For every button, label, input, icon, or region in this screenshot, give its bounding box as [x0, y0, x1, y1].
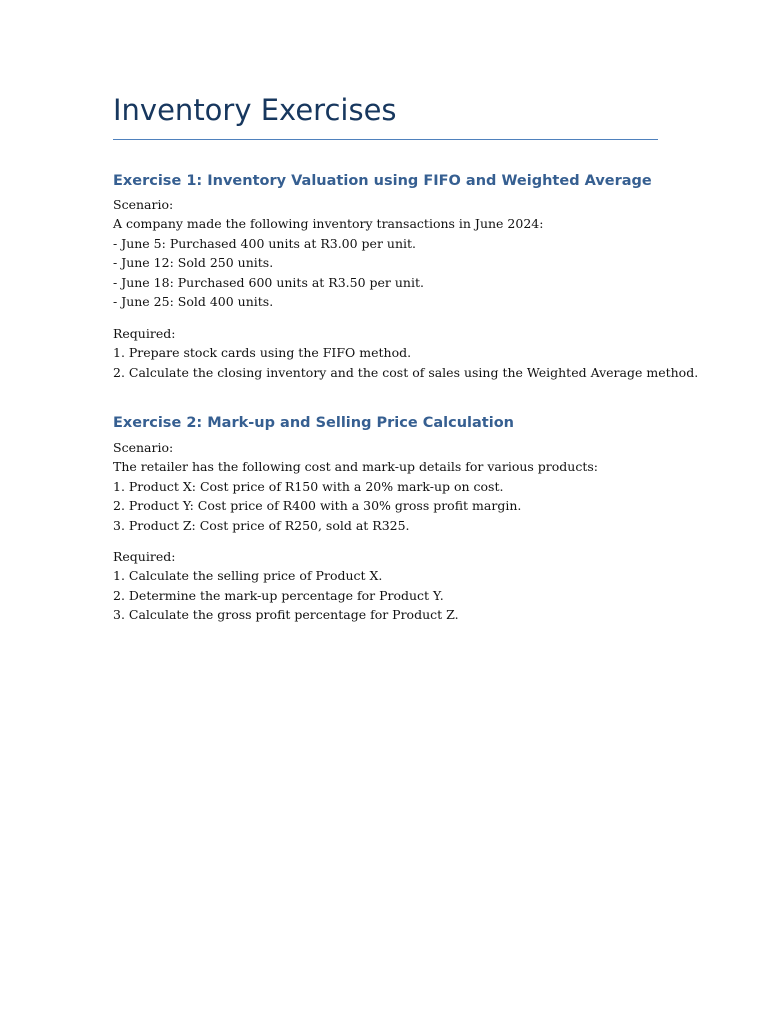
exercise-2-scenario-line: The retailer has the following cost and mark-up details for various products:	[113, 459, 598, 475]
document-title: Inventory Exercises	[113, 93, 397, 127]
exercise-2-required-line: 1. Calculate the selling price of Product X.	[113, 568, 383, 584]
exercise-1-heading: Exercise 1: Inventory Valuation using FIFO and Weighted Average	[113, 173, 652, 189]
exercise-1-required-label: Required:	[113, 326, 176, 341]
exercise-1-required-line: 2. Calculate the closing inventory and the cost of sales using the Weighted Average method.	[113, 364, 699, 380]
exercise-2-scenario-line: 2. Product Y: Cost price of R400 with a 30% gross profit margin.	[113, 498, 522, 514]
exercise-2-heading: Exercise 2: Mark-up and Selling Price Calculation	[113, 415, 514, 431]
exercise-2-required	[113, 547, 459, 625]
exercise-1-scenario	[113, 195, 543, 311]
title-divider	[113, 139, 658, 140]
exercise-1-scenario-line: - June 12: Sold 250 units.	[113, 255, 274, 271]
exercise-2-scenario-line: 3. Product Z: Cost price of R250, sold at R325.	[113, 517, 410, 533]
exercise-2-scenario-label: Scenario:	[113, 440, 174, 455]
exercise-2-scenario	[113, 438, 598, 535]
exercise-1-scenario-line: - June 5: Purchased 400 units at R3.00 per unit.	[113, 235, 416, 251]
exercise-1-required-line: 1. Prepare stock cards using the FIFO method.	[113, 345, 412, 361]
exercise-2-required-line: 3. Calculate the gross profit percentage for Product Z.	[113, 607, 459, 623]
exercise-1-scenario-line: A company made the following inventory transactions in June 2024:	[113, 216, 544, 232]
exercise-2-scenario-line: 1. Product X: Cost price of R150 with a 20% mark-up on cost.	[113, 478, 504, 494]
exercise-1-scenario-line: - June 25: Sold 400 units.	[113, 293, 274, 309]
exercise-1-scenario-line: - June 18: Purchased 600 units at R3.50 per unit.	[113, 274, 424, 290]
exercise-1-scenario-label: Scenario:	[113, 197, 174, 212]
exercise-2-required-label: Required:	[113, 549, 176, 564]
exercise-2-required-line: 2. Determine the mark-up percentage for Product Y.	[113, 587, 444, 603]
exercise-1-required	[113, 324, 698, 382]
